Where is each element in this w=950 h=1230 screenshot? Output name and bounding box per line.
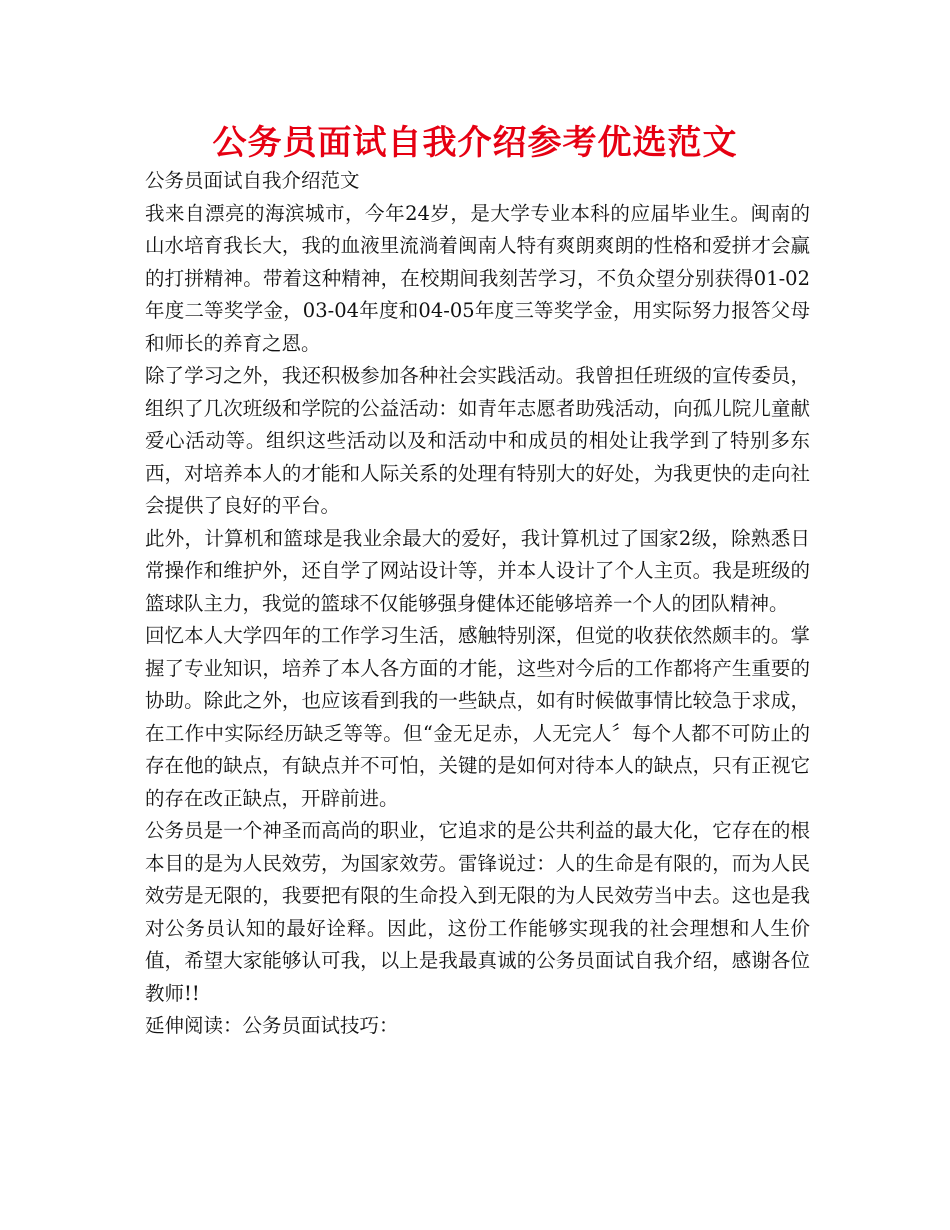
document-body — [145, 165, 810, 1043]
paragraph-career: 公务员是一个神圣而高尚的职业，它追求的是公共利益的最大化，它存在的根本目的是为人民效劳，为国家效劳。雷锋说过：人的生命是有限的，而为人民效劳是无限的，我要把有限的生命投入到无限的为人民效劳当中去。这也是我对公务员认知的最好诠释。因此，这份工作能够实现我的社会理想和人生价值，希望大家能够认可我，以上是我最真诚的公务员面试自我介绍，感谢各位教师!! — [145, 819, 810, 1005]
paragraph-reflection: 回忆本人大学四年的工作学习生活，感触特别深，但觉的收获依然颇丰的。掌握了专业知识，培养了本人各方面的才能，这些对今后的工作都将产生重要的协助。除此之外，也应该看到我的一些缺点，如有时候做事情比较急于求成，在工作中实际经历缺乏等等。但“金无足赤，人无完人〞每个人都不可防止的存在他的缺点，有缺点并不可怕，关键的是如何对待本人的缺点，只有正视它的存在改正缺点，开辟前进。 — [145, 624, 810, 810]
paragraph-further-reading: 延伸阅读：公务员面试技巧： — [145, 1014, 399, 1037]
paragraph-activities: 除了学习之外，我还积极参加各种社会实践活动。我曾担任班级的宣传委员，组织了几次班级和学院的公益活动：如青年志愿者助残活动，向孤儿院儿童献爱心活动等。组织这些活动以及和活动中和成员的相处让我学到了特别多东西，对培养本人的才能和人际关系的处理有特别大的好处，为我更快的走向社会提供了良好的平台。 — [145, 364, 810, 517]
paragraph-hobbies: 此外，计算机和篮球是我业余最大的爱好，我计算机过了国家2级，除熟悉日常操作和维护外，还自学了网站设计等，并本人设计了个人主页。我是班级的篮球队主力，我觉的篮球不仅能够强身健体还能够培养一个人的团队精神。 — [145, 526, 810, 615]
document-subtitle: 公务员面试自我介绍范文 — [145, 169, 360, 192]
document-title: 公务员面试自我介绍参考优选范文 — [212, 123, 738, 163]
paragraph-intro: 我来自漂亮的海滨城市，今年24岁，是大学专业本科的应届毕业生。闽南的山水培育我长大，我的血液里流淌着闽南人特有爽朗爽朗的性格和爱拼才会赢的打拼精神。带着这种精神，在校期间我刻苦学习，不负众望分别获得01-02年度二等奖学金，03-04年度和04-05年度三等奖学金，用实际努力报答父母和师长的养育之恩。 — [145, 201, 810, 355]
